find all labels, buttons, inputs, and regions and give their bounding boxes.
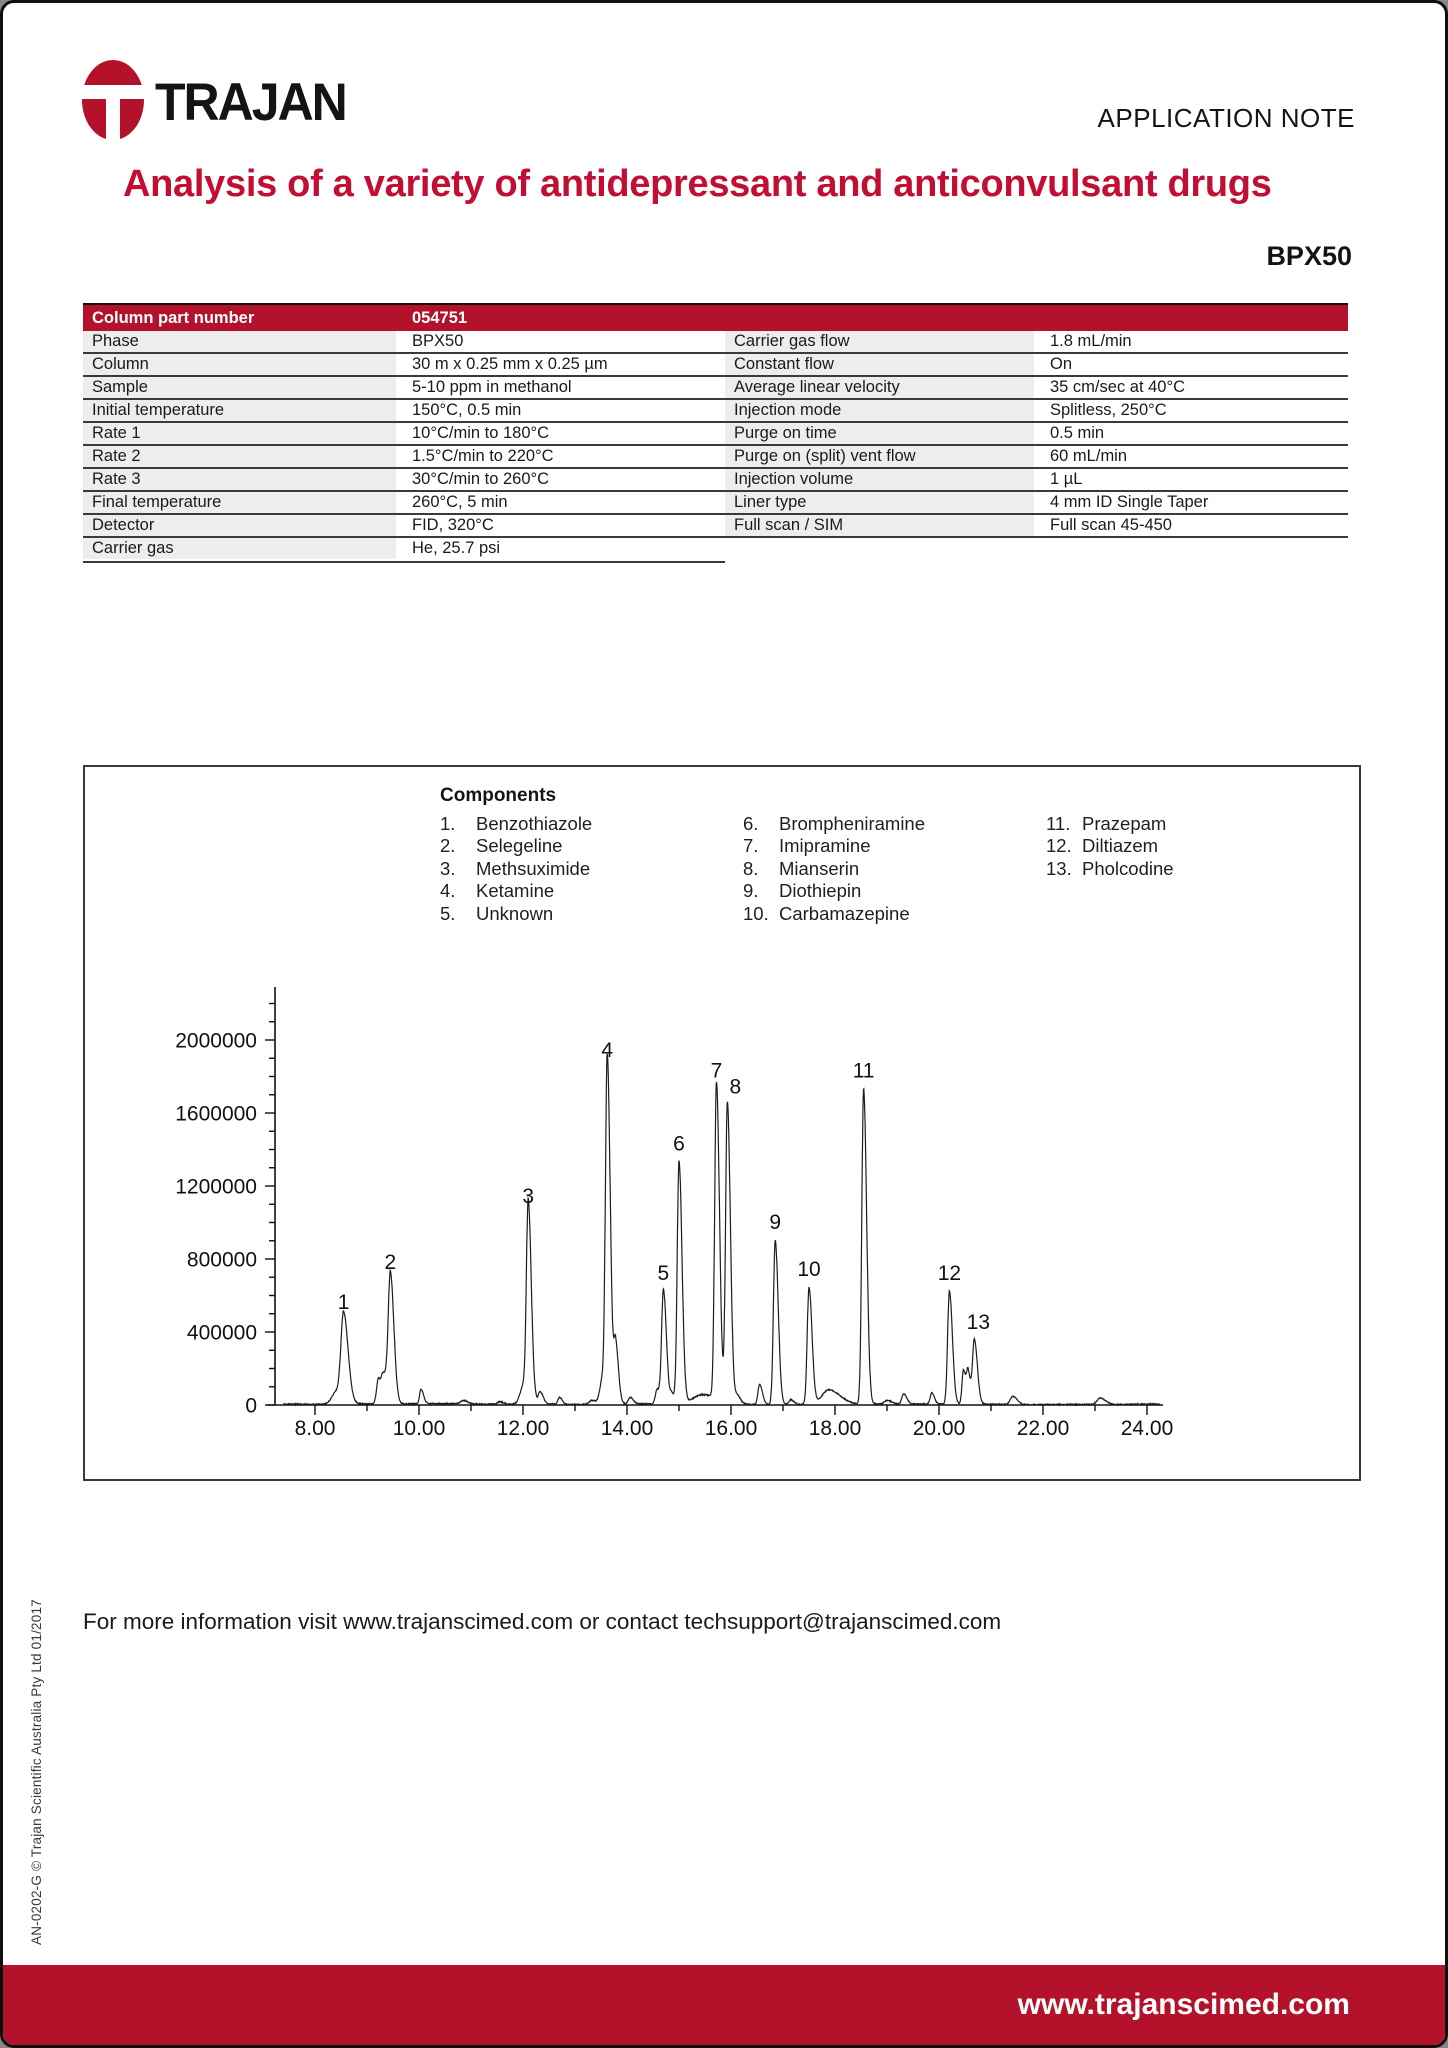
svg-text:24.00: 24.00 [1120,1417,1174,1440]
peak-label: 1 [337,1291,350,1315]
param-value: Full scan 45-450 [1050,516,1172,534]
components-legend-column [1046,813,1174,925]
param-value: 0.5 min [1050,424,1105,442]
peak-label: 12 [937,1261,962,1285]
component-number: 3. [440,857,456,879]
table-partial-rule [83,561,725,563]
peak-label: 11 [852,1059,875,1083]
components-legend [440,785,1174,925]
side-note-vertical: AN-0202-G © Trajan Scientific Australia Pty Ltd 01/2017 [29,1599,44,1945]
param-row [83,377,1348,400]
param-label: Purge on (split) vent flow [725,446,1041,467]
component-number: 5. [440,902,456,924]
peak-label: 3 [522,1185,535,1209]
param-label: Rate 3 [83,469,403,490]
param-label: Column [83,354,403,375]
y-axis [175,1004,275,1418]
component-item [440,903,743,925]
peak-label: 2 [384,1250,397,1274]
param-value: 60 mL/min [1050,447,1128,465]
figure-panel [83,765,1361,1481]
params-table-header [83,303,1348,331]
components-legend-title: Components [440,785,557,806]
param-value: 260°C, 5 min [412,493,508,511]
param-value: 30 m x 0.25 mm x 0.25 µm [412,355,608,373]
param-label: Injection volume [725,469,1041,490]
param-label: Sample [83,377,403,398]
components-legend-column [743,813,1046,925]
param-value: Splitless, 250°C [1050,401,1167,419]
component-item [743,813,1046,835]
param-row [83,446,1348,469]
param-value: 150°C, 0.5 min [412,401,522,419]
component-number: 1. [440,813,456,834]
param-label: Full scan / SIM [725,515,1041,536]
param-value: He, 25.7 psi [412,539,501,557]
param-value: 4 mm ID Single Taper [1050,493,1209,511]
svg-text:12.00: 12.00 [496,1417,550,1440]
peak-label: 4 [601,1039,614,1063]
peak-label: 7 [710,1059,723,1083]
component-number: 13. [1046,857,1072,879]
param-label: Average linear velocity [725,377,1041,398]
svg-text:2000000: 2000000 [175,1029,257,1053]
trajan-logo-icon [81,59,145,145]
param-label: Carrier gas [83,538,403,559]
params-table-header-label: Column part number [92,309,255,327]
component-name: Carbamazepine [779,902,910,924]
peak-label: 13 [966,1311,991,1335]
application-note-label: APPLICATION NOTE [1097,103,1355,133]
component-item [1046,813,1174,835]
param-label: Final temperature [83,492,403,513]
component-item [440,835,743,857]
trajan-logo-text: TRAJAN [155,72,346,132]
component-number: 10. [743,902,769,924]
peak-label: 6 [673,1132,685,1156]
footer-bar-url: www.trajanscimed.com [1017,1988,1350,2021]
param-row [83,423,1348,446]
param-label: Carrier gas flow [725,331,1041,352]
component-number: 4. [440,880,456,902]
param-value: BPX50 [412,332,464,350]
component-name: Selegeline [476,835,563,857]
param-row [83,400,1348,423]
svg-text:400000: 400000 [186,1321,257,1345]
param-label: Liner type [725,492,1041,513]
component-name: Diothiepin [779,880,862,902]
peak-label: 10 [797,1258,821,1282]
param-label: Phase [83,331,403,352]
svg-text:1200000: 1200000 [175,1175,257,1199]
x-axis [295,1405,1174,1440]
param-label: Rate 1 [83,423,403,444]
param-row [83,331,1348,354]
param-row [83,538,1348,559]
component-name: Diltiazem [1082,835,1159,857]
param-value: 1 µL [1050,470,1083,488]
param-value: FID, 320°C [412,516,494,534]
param-label: Initial temperature [83,400,403,421]
component-item [440,858,743,880]
svg-text:16.00: 16.00 [704,1417,758,1440]
param-value: On [1050,355,1073,373]
trajan-logo [81,59,346,145]
params-table-header-value: 054751 [412,309,468,327]
component-number: 9. [743,880,759,902]
chromatogram-trace [284,1054,1160,1405]
component-item [440,880,743,902]
svg-text:8.00: 8.00 [294,1417,336,1440]
footer-info-text: For more information visit www.trajanscimed.com or contact techsupport@trajanscimed.com [83,1609,1002,1634]
param-value [1041,538,1348,559]
component-number: 11. [1046,813,1071,834]
component-name: Imipramine [779,835,871,857]
param-label: Detector [83,515,403,536]
svg-text:10.00: 10.00 [392,1417,446,1440]
param-row [83,515,1348,538]
component-item [1046,835,1174,857]
param-value: 30°C/min to 260°C [412,470,550,488]
component-name: Unknown [476,902,554,924]
svg-text:18.00: 18.00 [808,1417,862,1440]
component-item [440,813,743,835]
component-item [743,835,1046,857]
param-label: Constant flow [725,354,1041,375]
component-name: Mianserin [779,857,860,879]
param-label: Rate 2 [83,446,403,467]
peak-label: 8 [729,1075,742,1099]
param-row [83,469,1348,492]
param-value: 1.8 mL/min [1050,332,1132,350]
params-rows [83,331,1348,559]
svg-text:1600000: 1600000 [175,1102,257,1126]
param-label [725,538,1041,559]
svg-text:0: 0 [245,1394,257,1418]
component-item [743,858,1046,880]
param-row [83,354,1348,377]
component-item [1046,858,1174,880]
product-name: BPX50 [1266,241,1352,271]
param-value: 1.5°C/min to 220°C [412,447,554,465]
footer-bar [3,1965,1445,2045]
component-number: 2. [440,835,456,857]
peak-label: 5 [657,1261,670,1285]
component-item [743,903,1046,925]
component-name: Brompheniramine [779,813,926,834]
components-legend-column [440,813,743,925]
component-name: Methsuximide [476,857,591,879]
component-number: 8. [743,857,759,879]
component-item [743,880,1046,902]
components-legend-columns [440,813,1174,925]
params-table [83,303,1348,559]
component-number: 12. [1046,835,1072,857]
svg-text:800000: 800000 [186,1248,257,1272]
param-value: 10°C/min to 180°C [412,424,550,442]
param-value: 35 cm/sec at 40°C [1050,378,1185,396]
component-name: Benzothiazole [476,813,593,834]
param-label: Purge on time [725,423,1041,444]
param-label: Injection mode [725,400,1041,421]
svg-text:14.00: 14.00 [600,1417,654,1440]
component-name: Pholcodine [1082,857,1174,879]
peak-label: 9 [769,1210,782,1234]
component-number: 7. [743,835,759,857]
param-value: 5-10 ppm in methanol [412,378,572,396]
param-row [83,492,1348,515]
component-name: Ketamine [476,880,555,902]
page-title: Analysis of a variety of antidepressant and anticonvulsant drugs [123,163,1272,205]
component-number: 6. [743,813,759,834]
svg-text:20.00: 20.00 [912,1417,966,1440]
svg-text:22.00: 22.00 [1016,1417,1070,1440]
component-name: Prazepam [1082,813,1167,834]
